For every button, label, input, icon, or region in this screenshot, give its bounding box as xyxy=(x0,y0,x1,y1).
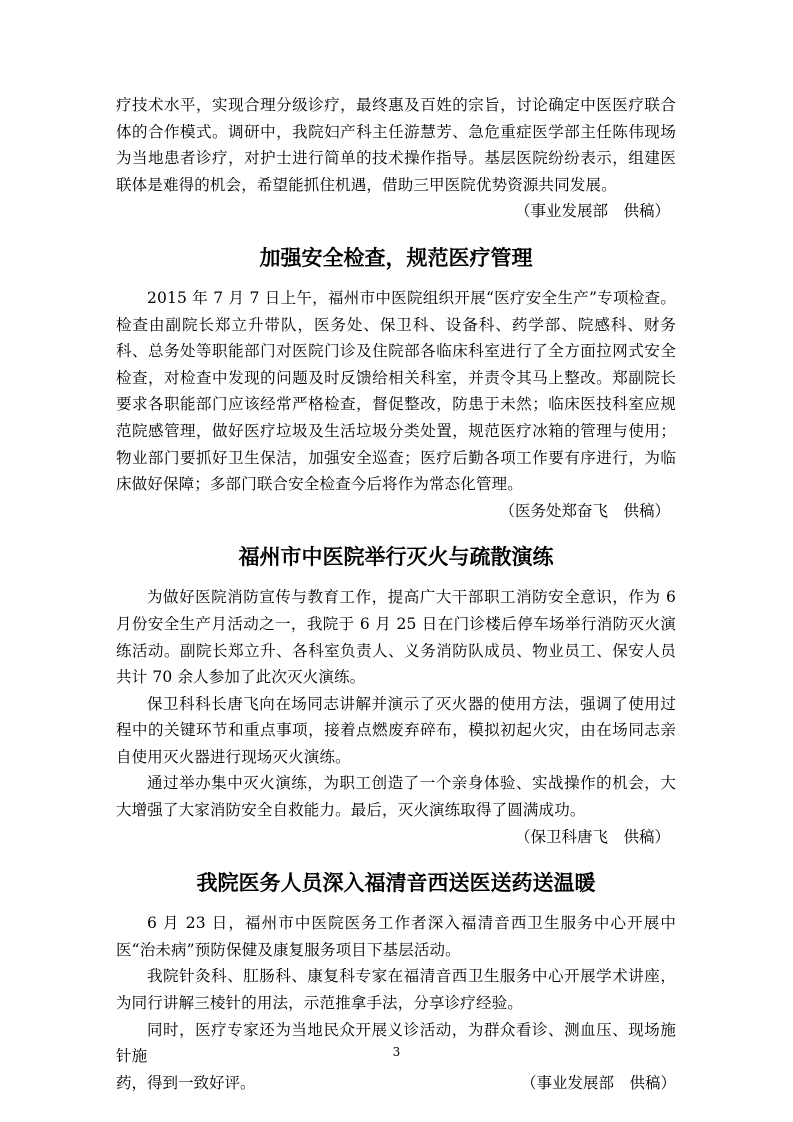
article3-credit: （事业发展部 供稿） xyxy=(520,1073,676,1092)
article3-title: 我院医务人员深入福清音西送医送药送温暖 xyxy=(196,871,596,896)
page-number: 3 xyxy=(392,1045,401,1059)
article1-paragraph: 2015 年 7 月 7 日上午，福州市中医院组织开展“医疗安全生产”专项检查。检查由副院长郑立升带队，医务处、保卫科、设备科、药学部、院感科、财务科、总务处等职能部门对医院门诊及住院部各临床科室进行了全方面拉网式安全检查，对检查中发现的问题及时反馈给相关科室，并责令其马上整改。郑副院长要求各职能部门应该经常严格检查，督促整改，防患于未然；临床医技科室应规范院感管理，做好医疗垃圾及生活垃圾分类处置，规范医疗冰箱的管理与使用；物业部门要抓好卫生保洁，加强安全巡查；医疗后勤各项工作要有序进行，为临床做好保障；多部门联合安全检查今后将作为常态化管理。 xyxy=(116,288,676,494)
article3-paragraph-3-tail: 药，得到一致好评。 xyxy=(116,1073,256,1092)
intro-paragraph: 疗技术水平，实现合理分级诊疗，最终惠及百姓的宗旨，讨论确定中医医疗联合体的合作模式。调研中，我院妇产科主任游慧芳、急危重症医学部主任陈伟现场为当地患者诊疗，对护士进行简单的技术操作指导。基层医院纷纷表示，组建医联体是难得的机会，希望能抓住机遇，借助三甲医院优势资源共同发展。 xyxy=(116,96,676,194)
page-content xyxy=(116,92,676,1096)
article2-credit: （保卫科唐飞 供稿） xyxy=(514,827,670,846)
article2-title: 福州市中医院举行灭火与疏散演练 xyxy=(238,545,554,570)
article3-paragraph-3: 同时，医疗专家还为当地民众开展义诊活动，为群众看诊、测血压、现场施针施 xyxy=(116,1020,676,1066)
article3-paragraph-1: 6 月 23 日，福州市中医院医务工作者深入福清音西卫生服务中心开展中医“治未病”预防保健及康复服务项目下基层活动。 xyxy=(116,914,676,959)
article3-paragraph-2: 我院针灸科、肛肠科、康复科专家在福清音西卫生服务中心开展学术讲座，为同行讲解三棱针的用法，示范推拿手法，分享诊疗经验。 xyxy=(116,967,676,1013)
article3-last-line xyxy=(116,1070,676,1097)
article2-paragraph-2: 保卫科科长唐飞向在场同志讲解并演示了灭火器的使用方法，强调了使用过程中的关键环节和重点事项，接着点燃废弃碎布，模拟初起火灾，由在场同志亲自使用灭火器进行现场灭火演练。 xyxy=(116,694,676,766)
article2-paragraph-3: 通过举办集中灭火演练，为职工创造了一个亲身体验、实战操作的机会，大大增强了大家消防安全自救能力。最后，灭火演练取得了圆满成功。 xyxy=(116,774,676,820)
article1-title: 加强安全检查，规范医疗管理 xyxy=(259,245,533,270)
intro-credit: （事业发展部 供稿） xyxy=(514,202,670,221)
article2-paragraph-1: 为做好医院消防宣传与教育工作，提高广大干部职工消防安全意识，作为 6 月份安全生产月活动之一，我院于 6 月 25 日在门诊楼后停车场举行消防灭火演练活动。副院长郑立升、各科室负责人、义务消防队成员、物业员工、保安人员共计 70 余人参加了此次灭火演练。 xyxy=(116,588,676,687)
article1-credit: （医务处郑奋飞 供稿） xyxy=(499,501,670,520)
